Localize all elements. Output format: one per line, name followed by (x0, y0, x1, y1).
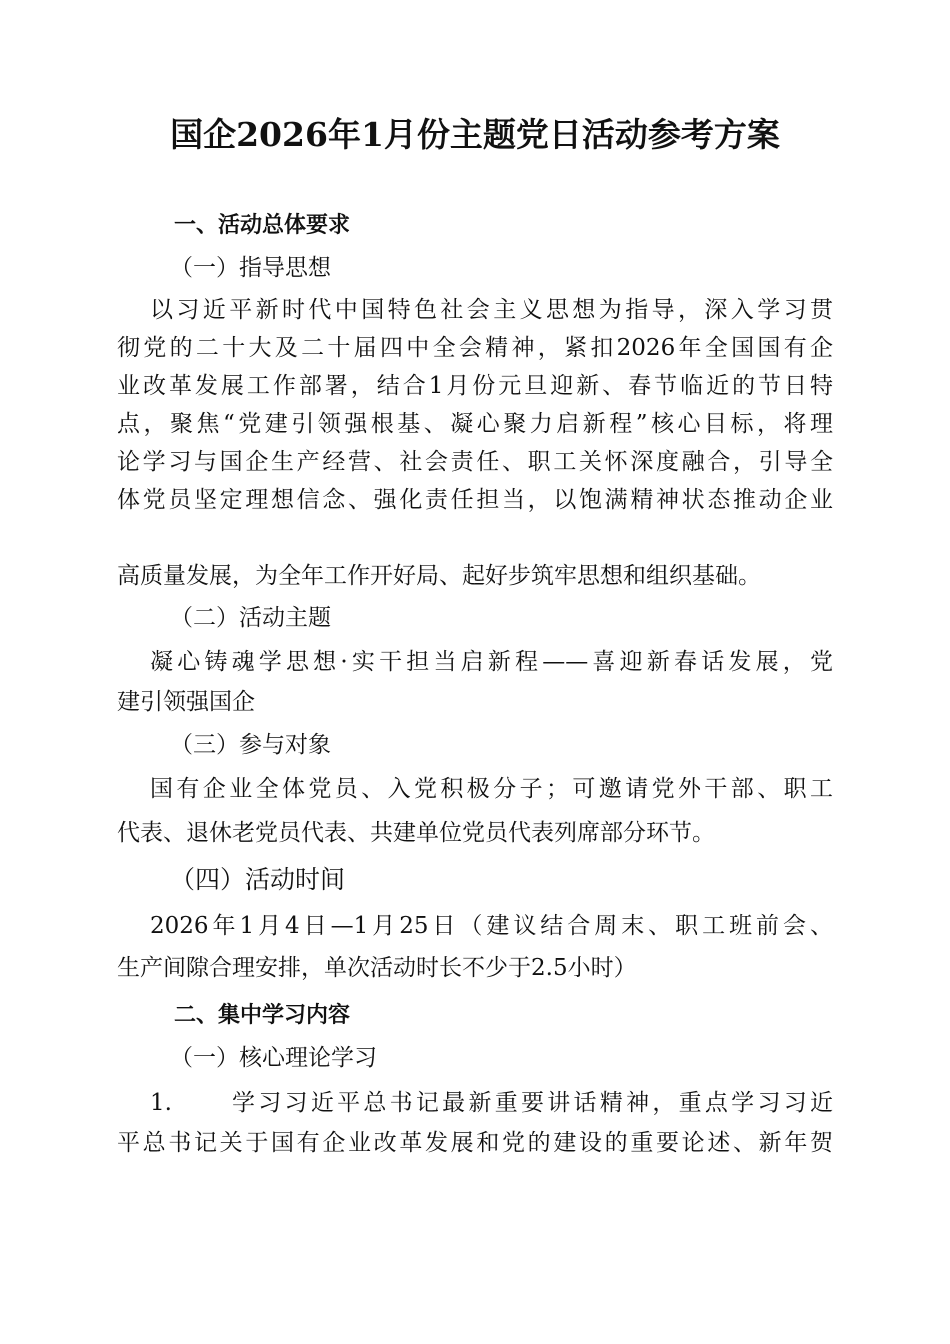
list-item-number: 1. (150, 1090, 172, 1116)
paragraph-line: 彻党的二十大及二十届四中全会精神，紧扣2026年全国国有企 (117, 335, 833, 361)
subheading-participants: （三）参与对象 (170, 732, 331, 758)
paragraph-line: 高质量发展，为全年工作开好局、起好步筑牢思想和组织基础。 (117, 563, 761, 589)
paragraph-line: 点，聚焦“党建引领强根基、凝心聚力启新程”核心目标，将理 (117, 411, 833, 437)
paragraph-line: 体党员坚定理想信念、强化责任担当，以饱满精神状态推动企业 (117, 487, 833, 513)
section-heading-1: 一、活动总体要求 (174, 213, 351, 238)
subheading-core-theory: （一）核心理论学习 (170, 1045, 377, 1071)
subheading-guiding-thought: （一）指导思想 (170, 255, 331, 281)
document-title: 国企2026年1月份主题党日活动参考方案 (170, 115, 780, 154)
paragraph-line: 以习近平新时代中国特色社会主义思想为指导，深入学习贯 (150, 297, 833, 323)
paragraph-line: 平总书记关于国有企业改革发展和党的建设的重要论述、新年贺 (117, 1130, 833, 1156)
subheading-theme: （二）活动主题 (170, 605, 331, 631)
paragraph-line: 凝心铸魂学思想·实干担当启新程——喜迎新春话发展，党 (150, 649, 833, 675)
paragraph-line: 国有企业全体党员、入党积极分子；可邀请党外干部、职工 (150, 776, 833, 802)
paragraph-line: 2026年1月4日—1月25日（建议结合周末、职工班前会、 (150, 913, 833, 939)
paragraph-line: 建引领强国企 (117, 689, 255, 715)
paragraph-line: 学习习近平总书记最新重要讲话精神，重点学习习近 (232, 1090, 833, 1116)
paragraph-line: 生产间隙合理安排，单次活动时长不少于2.5小时） (117, 955, 637, 981)
paragraph-line: 业改革发展工作部署，结合1月份元旦迎新、春节临近的节日特 (117, 373, 833, 399)
paragraph-line: 代表、退休老党员代表、共建单位党员代表列席部分环节。 (117, 820, 715, 846)
paragraph-line: 论学习与国企生产经营、社会责任、职工关怀深度融合，引导全 (117, 449, 833, 475)
section-heading-2: 二、集中学习内容 (174, 1003, 351, 1028)
subheading-time: （四）活动时间 (170, 865, 346, 894)
